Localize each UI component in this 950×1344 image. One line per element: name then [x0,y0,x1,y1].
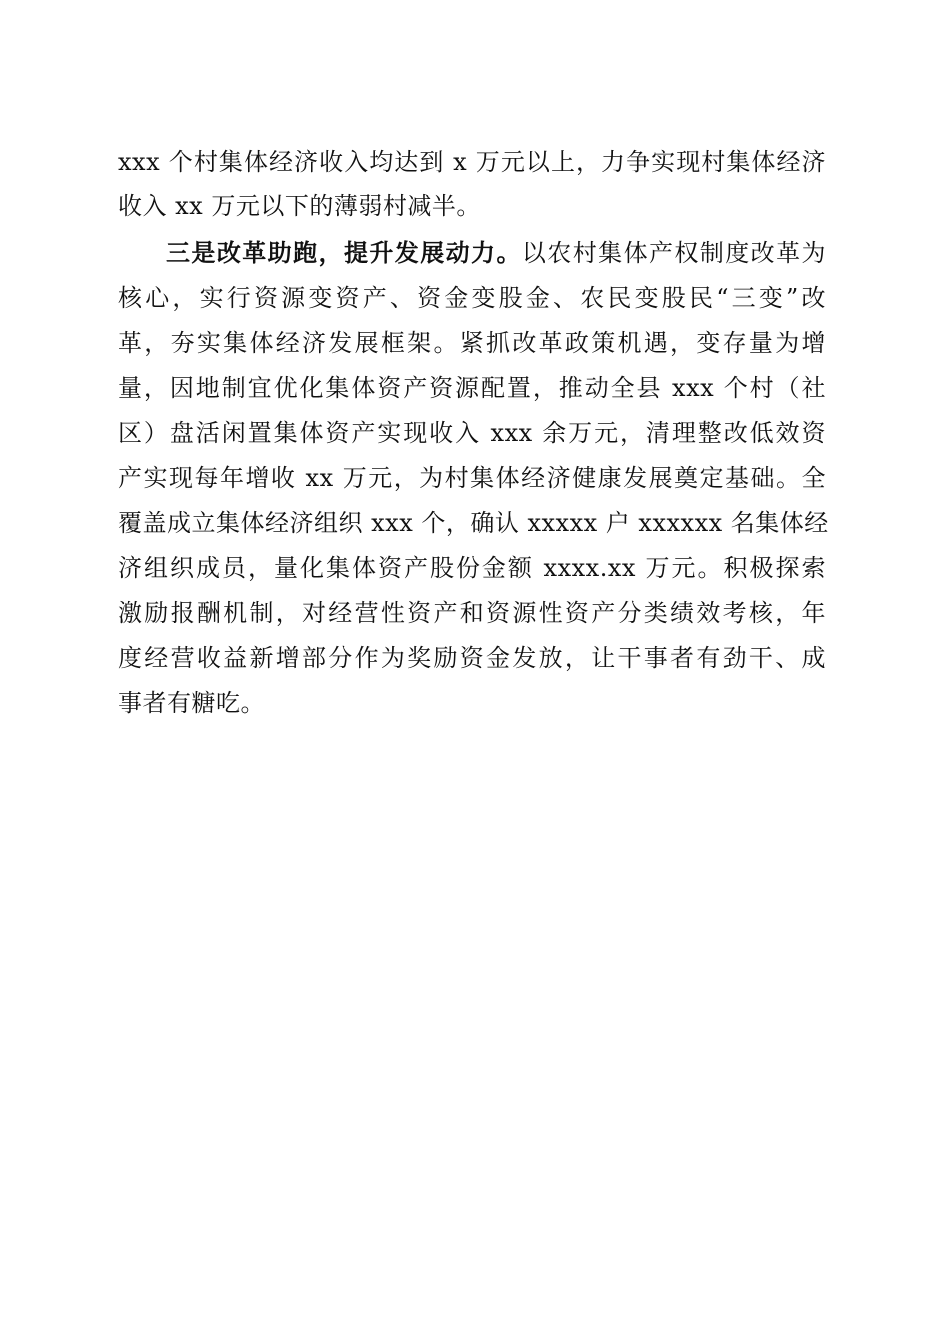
paragraph-line: 区）盘活闲置集体资产实现收入 xxx 余万元，清理整改低效资 [118,419,826,447]
paragraph-line: 量，因地制宜优化集体资产资源配置，推动全县 xxx 个村（社 [118,374,826,402]
paragraph-line: 核心，实行资源变资产、资金变股金、农民变股民“三变”改 [118,284,826,312]
paragraph-line: 济组织成员，量化集体资产股份金额 xxxx.xx 万元。积极探索 [118,554,826,582]
paragraph-line: 度经营收益新增部分作为奖励资金发放，让干事者有劲干、成 [118,644,826,672]
paragraph-line: 事者有糖吃。 [118,689,265,717]
paragraph-line: 收入 xx 万元以下的薄弱村减半。 [118,192,481,220]
paragraph-heading: 三是改革助跑，提升发展动力。 [166,238,522,267]
paragraph-line: xxx 个村集体经济收入均达到 x 万元以上，力争实现村集体经济 [118,148,826,176]
paragraph-line: 覆盖成立集体经济组织 xxx 个，确认 xxxxx 户 xxxxxx 名集体经 [118,509,829,537]
paragraph-line: 革，夯实集体经济发展框架。紧抓改革政策机遇，变存量为增 [118,329,826,357]
paragraph-line: 激励报酬机制，对经营性资产和资源性资产分类绩效考核，年 [118,599,826,627]
paragraph-first-line [118,233,826,273]
paragraph-text: 以农村集体产权制度改革为 [521,239,827,267]
paragraph-line: 产实现每年增收 xx 万元，为村集体经济健康发展奠定基础。全 [118,464,826,492]
